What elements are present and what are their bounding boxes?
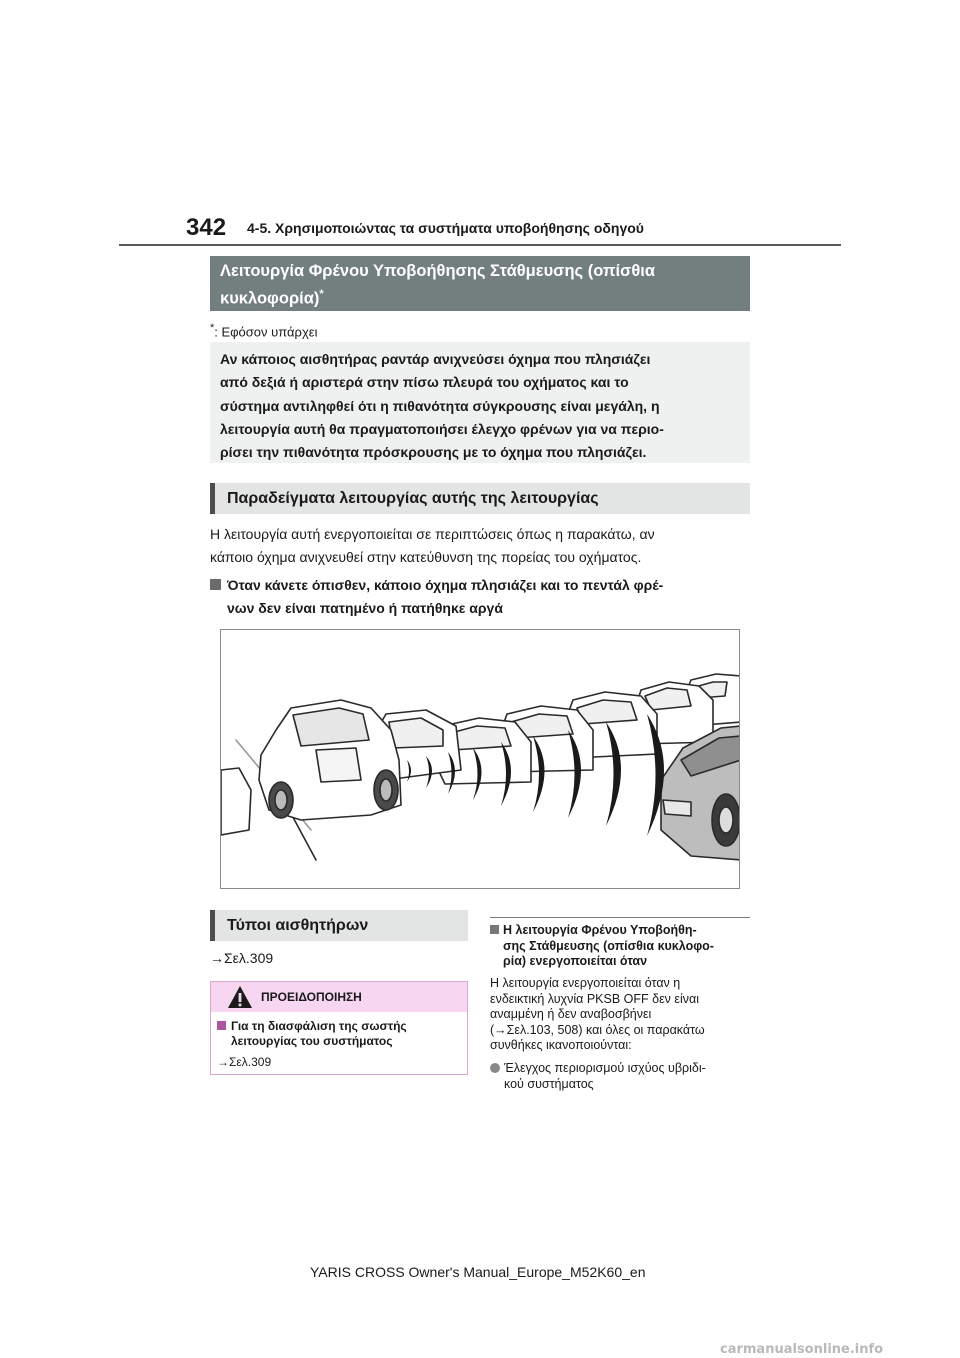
circle-bullet-icon: [490, 1063, 500, 1073]
activation-paragraph-line: αναμμένη ή δεν αναβοσβήνει: [490, 1007, 652, 1021]
condition-bullet-line-2: κού συστήματος: [504, 1076, 594, 1091]
intro-line: Αν κάποιος αισθητήρας ραντάρ ανιχνεύσει όχημα που πλησιάζει: [220, 351, 651, 367]
parking-scene-drawing: [221, 630, 740, 889]
activation-paragraph-line: (→Σελ.103, 508) και όλες οι παρακάτω: [490, 1022, 705, 1037]
section-heading-examples: Παραδείγματα λειτουργίας αυτής της λειτουργίας: [210, 483, 750, 514]
examples-paragraph-line: Η λειτουργία αυτή ενεργοποιείται σε περιπτώσεις όπως η παρακάτω, αν: [210, 526, 655, 542]
site-watermark: carmanualsonline.info: [720, 1342, 884, 1357]
page-number: 342: [186, 214, 227, 241]
footnote-text: : Εφόσον υπάρχει: [214, 324, 318, 340]
examples-paragraph: [210, 523, 750, 569]
square-bullet-icon: [490, 925, 499, 934]
condition-bullet-line-1: [490, 1061, 752, 1077]
footnote-mark: *: [319, 288, 324, 300]
square-bullet-icon: [217, 1021, 226, 1030]
section-heading-sensor-types: Τύποι αισθητήρων: [210, 910, 468, 941]
warning-box: [210, 981, 468, 1075]
reversing-case-line-2: νων δεν είναι πατημένο ή πατήθηκε αργά: [227, 600, 503, 616]
footnote: [210, 322, 317, 339]
examples-paragraph-line: κάποιο όχημα ανιχνευθεί στην κατεύθυνση της πορείας του οχήματος.: [210, 549, 642, 565]
running-title: 4-5. Χρησιμοποιώντας τα συστήματα υποβοήθησης οδηγού: [247, 220, 644, 236]
intro-box: [210, 342, 750, 463]
header-rule: [119, 244, 841, 246]
right-column-rule: [490, 917, 750, 918]
main-title-line-2: [220, 283, 740, 311]
reversing-case-text-1: Όταν κάνετε όπισθεν, κάποιο όχημα πλησιάζει και το πεντάλ φρέ-: [227, 577, 664, 593]
reversing-case-line-1: [210, 574, 750, 597]
intro-line: λειτουργία αυτή θα πραγματοποιήσει έλεγχο φρένων για να περιο-: [220, 420, 664, 437]
intro-line: από δεξιά ή αριστερά στην πίσω πλευρά του οχήματος και το: [220, 374, 629, 391]
activation-heading-text-1: Η λειτουργία Φρένου Υποβοήθη-: [503, 923, 697, 937]
warning-item-text-1: Για τη διασφάλιση της σωστής: [231, 1019, 407, 1033]
activation-heading-line-2: σης Στάθμευσης (οπίσθια κυκλοφο-: [503, 938, 714, 953]
activation-paragraph-line: ενδεικτική λυχνία PKSB OFF δεν είναι: [490, 991, 699, 1006]
intro-line: σύστημα αντιληφθεί ότι η πιθανότητα σύγκρουσης είναι μεγάλη, η: [220, 397, 660, 414]
condition-bullet: [490, 1061, 752, 1092]
footer-manual-id: YARIS CROSS Owner's Manual_Europe_M52K60_en: [310, 1264, 646, 1280]
footnote-ref-mark: *: [210, 322, 215, 334]
main-title-line-1: Λειτουργία Φρένου Υποβοήθησης Στάθμευσης (οπίσθια: [220, 262, 655, 280]
activation-paragraph: [490, 976, 752, 1054]
activation-paragraph-line: συνθήκες ικανοποιούνται:: [490, 1038, 632, 1052]
rear-cross-traffic-illustration: [220, 629, 740, 889]
warning-item-line-2: λειτουργίας του συστήματος: [231, 1034, 393, 1048]
sensor-types-page-link[interactable]: →Σελ.309: [210, 950, 274, 966]
warning-item-line-1: [217, 1019, 462, 1034]
warning-item: [217, 1019, 462, 1049]
warning-triangle-icon: [227, 985, 253, 1009]
activation-paragraph-line: Η λειτουργία ενεργοποιείται όταν η: [490, 976, 681, 990]
square-bullet-icon: [210, 579, 221, 590]
activation-heading-line-3: ρία) ενεργοποιείται όταν: [503, 954, 648, 968]
activation-heading: [490, 923, 752, 970]
main-title: [210, 256, 750, 311]
intro-line: ρίσει την πιθανότητα πρόσκρουσης με το όχημα που πλησιάζει.: [220, 444, 647, 461]
warning-page-link[interactable]: →Σελ.309: [217, 1055, 272, 1069]
warning-title: ΠΡΟΕΙΔΟΠΟΙΗΣΗ: [261, 990, 362, 1004]
activation-heading-line-1: [490, 923, 752, 939]
condition-bullet-text-1: Έλεγχος περιορισμού ισχύος υβριδι-: [504, 1061, 706, 1075]
reversing-case-heading: [210, 574, 750, 620]
main-title-line-2-text: κυκλοφορία): [220, 289, 320, 308]
